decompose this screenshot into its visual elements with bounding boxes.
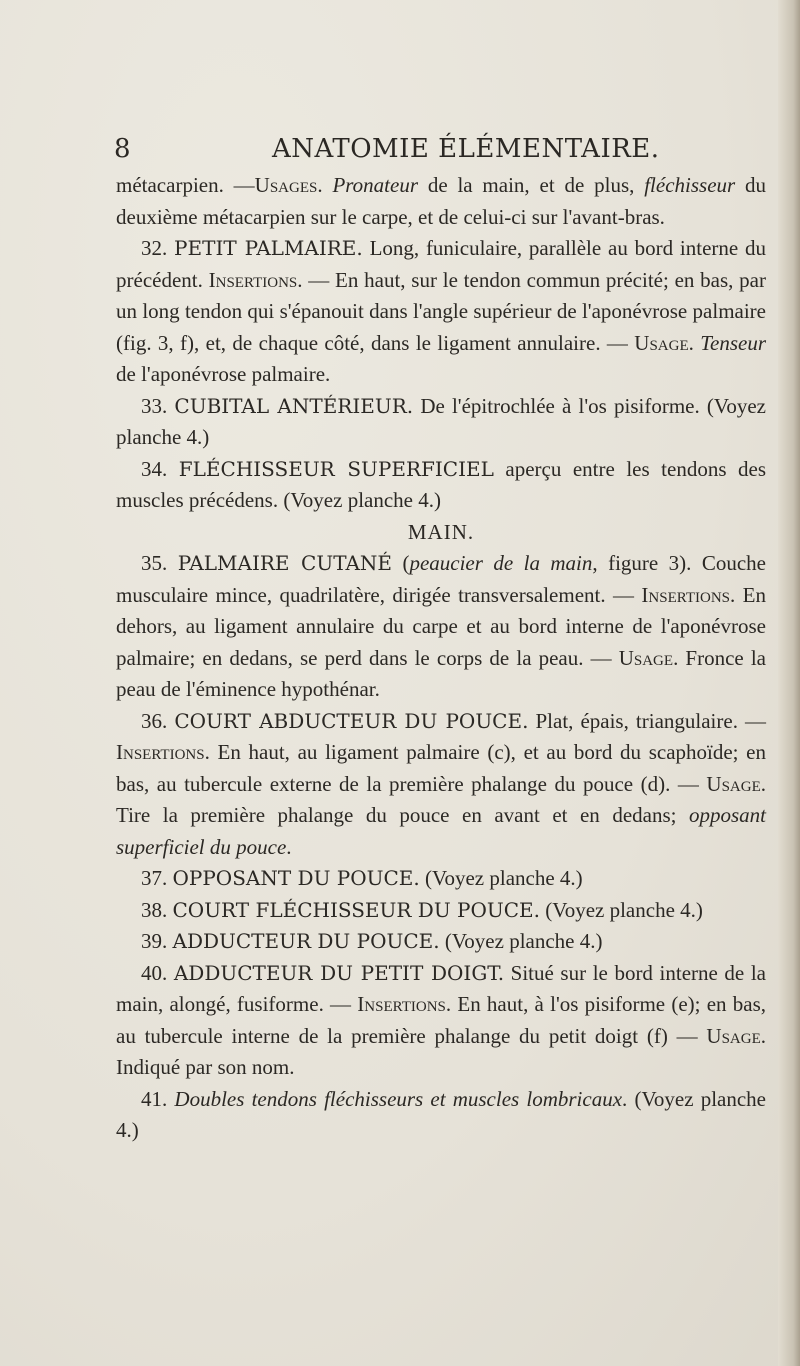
- paragraph-38: [116, 895, 766, 927]
- label-insertions: Insertions: [357, 992, 446, 1016]
- text: .: [317, 173, 333, 197]
- page-number: 8: [114, 134, 132, 164]
- text: . Indiqué par son nom.: [116, 1023, 766, 1079]
- text: . — En haut, sur le tendon commun précité; en bas, par un long tendon qui s'épanouit dans l'angle supérieur de l'aponévrose palmaire (fig. 3, f), et, de chaque côté, dans le ligament annulaire. —: [116, 267, 766, 355]
- muscle-heading: ADDUCTEUR DU POUCE.: [172, 929, 440, 953]
- paragraph-34: [116, 454, 766, 517]
- text: , figure 3). Couche musculaire mince, quadrilatère, dirigée transversalement. —: [116, 551, 766, 607]
- text: . En dehors, au ligament annulaire du carpe et au bord interne de l'aponévrose palmaire; en dedans, se perd dans le corps de la peau. —: [116, 582, 767, 670]
- paragraph-number: 36.: [141, 708, 175, 733]
- paragraph-32: [116, 233, 766, 391]
- text: . Fronce la peau de l'éminence hypothénar.: [116, 645, 766, 701]
- running-title: ANATOMIE ÉLÉMENTAIRE.: [272, 134, 660, 164]
- section-heading-main: MAIN.: [407, 519, 475, 544]
- text: de l'aponévrose palmaire.: [116, 362, 331, 386]
- text: Plat, épais, triangulaire. —: [528, 708, 766, 733]
- label-usage: Usage: [706, 771, 761, 796]
- paragraph-33: [116, 391, 766, 454]
- muscle-heading: COURT ABDUCTEUR DU POUCE.: [174, 708, 529, 733]
- text: Long, funiculaire, parallèle au bord interne du précédent.: [116, 236, 767, 292]
- text: (Voyez planche 4.): [540, 897, 703, 922]
- paragraph-continuation: [116, 170, 766, 233]
- paragraph-number: 35.: [141, 551, 178, 575]
- italic-term: peaucier de la main: [409, 551, 593, 575]
- paragraph-number: 40.: [141, 960, 174, 985]
- paragraph-number: 32.: [141, 236, 175, 260]
- text: (Voyez planche 4.): [439, 929, 603, 953]
- text: .: [688, 330, 701, 355]
- text: (: [392, 551, 410, 575]
- page-edge: [778, 0, 800, 1366]
- text: . (Voyez planche 4.): [116, 1086, 767, 1142]
- italic-heading: Doubles tendons fléchisseurs et muscles lombricaux: [174, 1086, 623, 1111]
- text: . Tire la première phalange du pouce en avant et en dedans;: [116, 771, 766, 827]
- label-insertions: Insertions: [208, 267, 298, 292]
- paragraph-number: 38.: [141, 897, 173, 922]
- italic-term: opposant superficiel du pouce: [116, 803, 766, 859]
- label-usage: Usage: [634, 330, 689, 355]
- muscle-heading: COURT FLÉCHISSEUR DU POUCE.: [172, 897, 540, 922]
- paragraph-40: [116, 958, 766, 1084]
- paragraph-37: [116, 863, 766, 895]
- text: (Voyez planche 4.): [419, 866, 583, 890]
- text: de la main, et de plus,: [418, 173, 645, 197]
- italic-term: Pronateur: [332, 173, 418, 197]
- text: De l'épitrochlée à l'os pisiforme. (Voyez planche 4.): [116, 393, 766, 449]
- muscle-heading: CUBITAL ANTÉRIEUR.: [174, 393, 414, 418]
- label-insertions: Insertions: [116, 740, 205, 764]
- paragraph-number: 34.: [141, 456, 179, 481]
- label-usage: Usage: [618, 645, 674, 670]
- label-usages: Usages: [254, 173, 318, 197]
- text: . En haut, au ligament palmaire (c), et au bord du scaphoïde; en bas, au tubercule externe de la première phalange du pouce (d). —: [116, 740, 766, 796]
- paragraph-35: [116, 548, 766, 706]
- italic-term: fléchisseur: [644, 173, 736, 197]
- paragraph-number: 37.: [141, 866, 173, 890]
- paragraph-number: 39.: [141, 929, 173, 953]
- muscle-heading: PALMAIRE CUTANÉ: [177, 551, 393, 575]
- text: . En haut, à l'os pisiforme (e); en bas, au tubercule interne de la première phalange du petit doigt (f) —: [116, 992, 766, 1048]
- text: aperçu entre les tendons des muscles précédens. (Voyez planche 4.): [116, 456, 767, 512]
- paragraph-36: [116, 706, 766, 864]
- italic-term: Tenseur: [700, 330, 766, 355]
- running-header: [114, 132, 774, 166]
- label-insertions: Insertions: [641, 582, 731, 607]
- paragraph-41: [116, 1084, 766, 1147]
- paragraph-39: [116, 926, 766, 958]
- label-usage: Usage: [706, 1023, 761, 1048]
- muscle-heading: ADDUCTEUR DU PETIT DOIGT.: [173, 960, 505, 985]
- paragraph-number: 41.: [141, 1086, 175, 1111]
- paragraph-number: 33.: [141, 393, 175, 418]
- text: métacarpien. —: [116, 173, 255, 197]
- muscle-heading: OPPOSANT DU POUCE.: [172, 866, 420, 890]
- text: du deuxième métacarpien sur le carpe, et de celui-ci sur l'avant-bras.: [116, 173, 767, 229]
- text: Situé sur le bord interne de la main, alongé, fusiforme. —: [116, 960, 766, 1016]
- text: .: [286, 834, 292, 859]
- muscle-heading: FLÉCHISSEUR SUPERFICIEL: [178, 456, 494, 481]
- muscle-heading: PETIT PALMAIRE.: [174, 236, 363, 260]
- page-body: [116, 170, 766, 1147]
